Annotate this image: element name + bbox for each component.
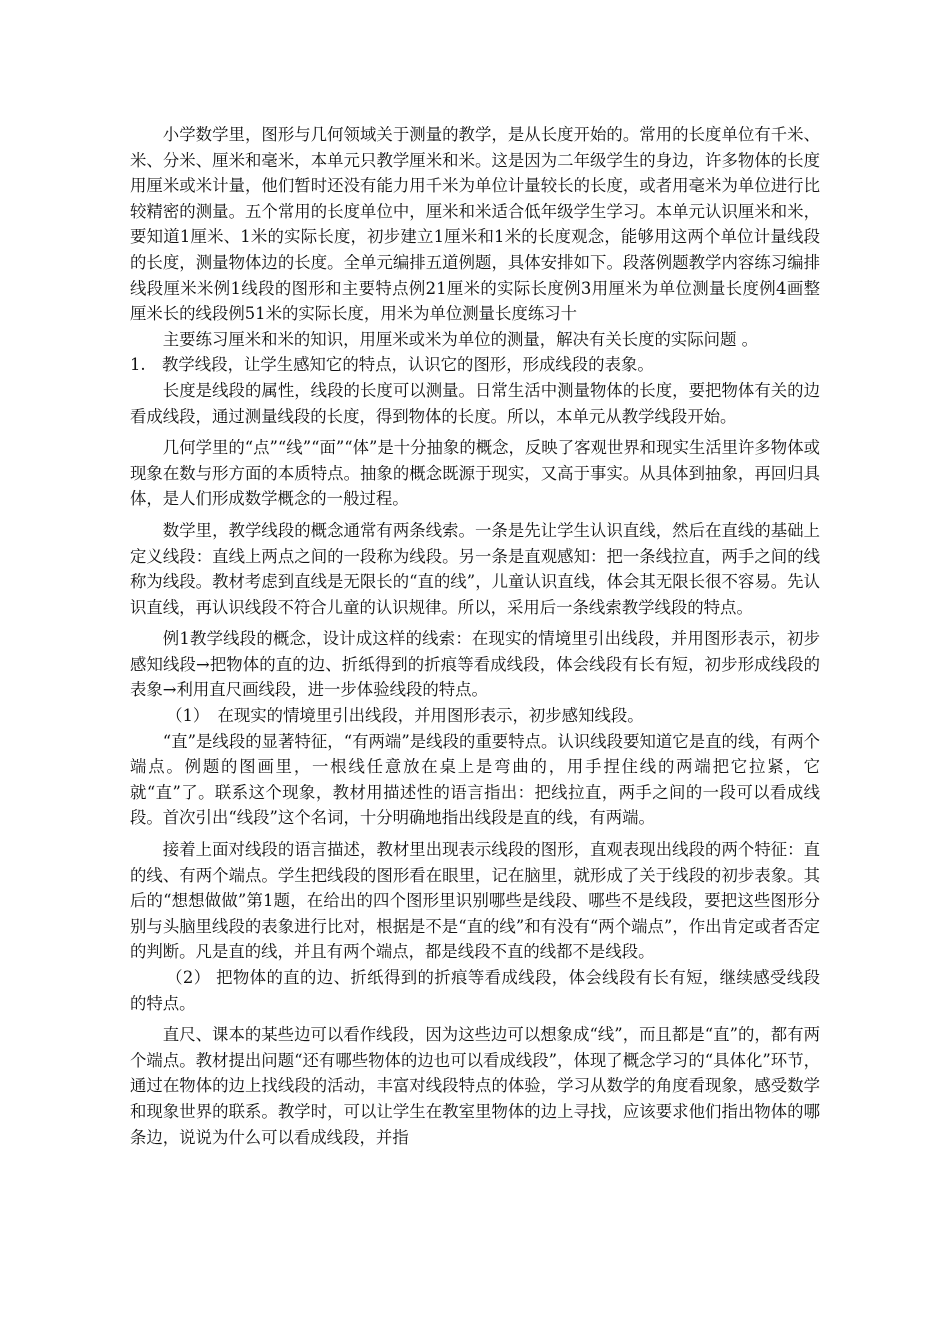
- section-heading-1: 1. 教学线段，让学生感知它的特点，认识它的图形，形成线段的表象。: [130, 355, 654, 375]
- paragraph-two-clues: 数学里，教学线段的概念通常有两条线索。一条是先让学生认识直线，然后在直线的基础上定义线段：直线上两点之间的一段称为线段。另一条是直观感知：把一条线拉直，两手之间的线称为线段。教材考虑到直线是无限长的“直的线”，儿童认识直线，体会其无限长很不容易。先认识直线，再认识线段不符合儿童的认识规律。所以，采用后一条线索教学线段的特点。: [130, 520, 820, 617]
- paragraph-practice-summary: 主要练习厘米和米的知识，用厘米或米为单位的测量，解决有关长度的实际问题 。: [162, 329, 759, 349]
- paragraph-intro: 小学数学里，图形与几何领域关于测量的教学，是从长度开始的。常用的长度单位有千米、米、分米、厘米和毫米，本单元只教学厘米和米。这是因为二年级学生的身边，许多物体的长度用厘米或米计量，他们暂时还没有能力用千米为单位计量较长的长度，或者用毫米为单位进行比较精密的测量。五个常用的长度单位中，厘米和米适合低年级学生学习。本单元认识厘米和米，要知道1厘米、1米的实际长度，初步建立1厘米和1米的长度观念，能够用这两个单位计量线段的长度，测量物体边的长度。全单元编排五道例题，具体安排如下。段落例题教学内容练习编排线段厘米米例1线段的图形和主要特点例21厘米的实际长度例3用厘米为单位测量长度例4画整厘米长的线段例51米的实际长度，用米为单位测量长度练习十: [130, 125, 820, 324]
- paragraph-straight-feature: “直”是线段的显著特征，“有两端”是线段的重要特点。认识线段要知道它是直的线，有两个端点。例题的图画里，一根线任意放在桌上是弯曲的，用手捏住线的两端把它拉紧，它就“直”了。联系这个现象，教材用描述性的语言指出：把线拉直，两手之间的一段可以看成线段。首次引出“线段”这个名词，十分明确地指出线段是直的线，有两端。: [130, 731, 820, 828]
- subheading-1: （1） 在现实的情境里引出线段，并用图形表示，初步感知线段。: [166, 706, 644, 726]
- paragraph-length-attribute: 长度是线段的属性，线段的长度可以测量。日常生活中测量物体的长度，要把物体有关的边看成线段，通过测量线段的长度，得到物体的长度。所以，本单元从教学线段开始。: [130, 380, 820, 426]
- paragraph-object-edges: 直尺、课本的某些边可以看作线段，因为这些边可以想象成“线”，而且都是“直”的，都有两个端点。教材提出问题“还有哪些物体的边也可以看成线段”，体现了概念学习的“具体化”环节，通过在物体的边上找线段的活动，丰富对线段特点的体验，学习从数学的角度看现象，感受数学和现象世界的联系。教学时，可以让学生在教室里物体的边上寻找，应该要求他们指出物体的哪条边，说说为什么可以看成线段，并指: [130, 1025, 820, 1147]
- subheading-2: （2） 把物体的直的边、折纸得到的折痕等看成线段，体会线段有长有短，继续感受线段的特点。: [130, 968, 820, 1013]
- paragraph-geometry-concepts: 几何学里的“点”“线”“面”“体”是十分抽象的概念，反映了客观世界和现实生活里许多物体或现象在数与形方面的本质特点。抽象的概念既源于现实，又高于事实。从具体到抽象，再回归具体，是人们形成数学概念的一般过程。: [130, 438, 820, 509]
- paragraph-example-1: 例1教学线段的概念，设计成这样的线索：在现实的情境里引出线段，并用图形表示，初步感知线段→把物体的直的边、折纸得到的折痕等看成线段，体会线段有长有短，初步形成线段的表象→利用直尺画线段，进一步体验线段的特点。: [130, 629, 820, 700]
- document-page: [130, 122, 820, 1150]
- paragraph-segment-figure: 接着上面对线段的语言描述，教材里出现表示线段的图形，直观表现出线段的两个特征：直的线、有两个端点。学生把线段的图形看在眼里，记在脑里，就形成了关于线段的初步表象。其后的“想想做做”第1题，在给出的四个图形里识别哪些是线段、哪些不是线段，要把这些图形分别与头脑里线段的表象进行比对，根据是不是“直的线”和有没有“两个端点”，作出肯定或者否定的判断。凡是直的线，并且有两个端点，都是线段不直的线都不是线段。: [130, 840, 820, 962]
